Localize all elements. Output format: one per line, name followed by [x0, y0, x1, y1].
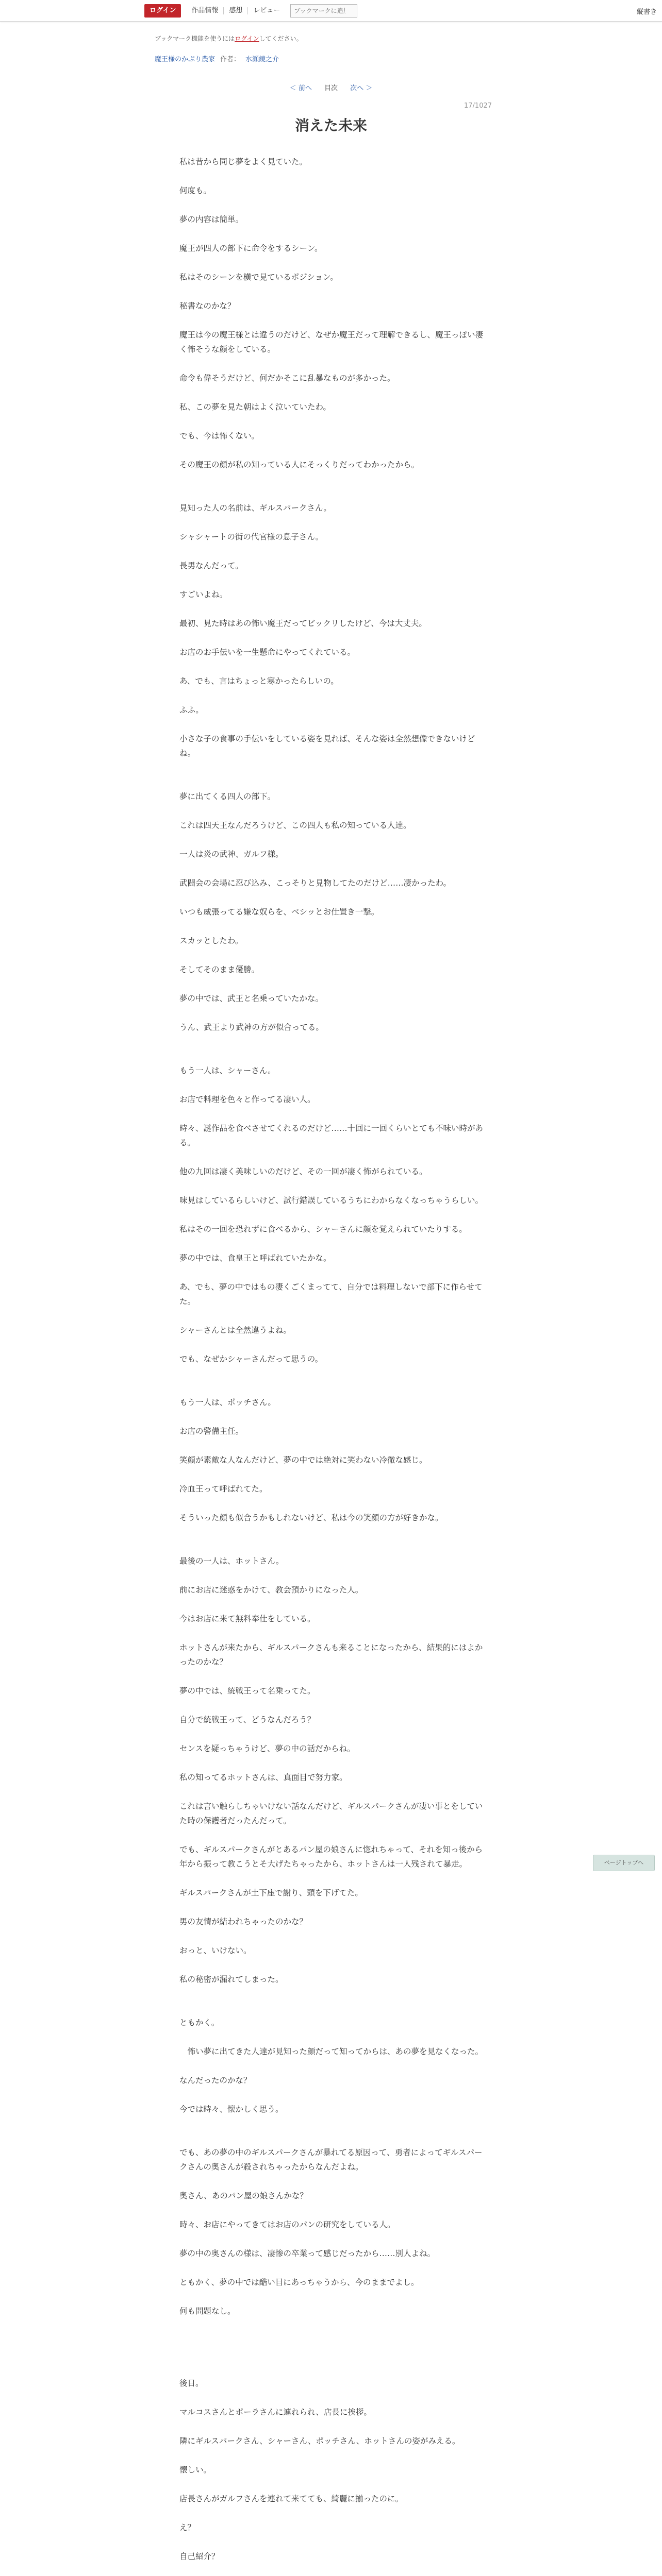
body-paragraph: でも、ギルスパークさんがとあるパン屋の娘さんに惚れちゃって、それを知っ後から年から振って教こうとそ大げたちゃったから、ホットさんは一人残されて暴走。	[179, 1845, 483, 1869]
blank-line	[179, 890, 489, 905]
body-paragraph: え？	[179, 2523, 196, 2532]
body-paragraph: 自分で統戦王って、どうなんだろう？	[179, 1715, 316, 1724]
blank-line	[179, 1727, 489, 1741]
body-paragraph: あ、でも、夢の中ではもの凄くごくまってて、自分では料理しないで部下に作らせてた。	[179, 1282, 483, 1306]
author-link[interactable]: 水瀬鏡之介	[245, 56, 279, 63]
body-paragraph: シャーさんとは全然違うよね。	[179, 1326, 291, 1335]
blank-line	[179, 472, 489, 486]
blank-line	[179, 2001, 489, 2015]
body-paragraph: 夢の中では、食皇王と呼ばれていたかな。	[179, 1253, 332, 1263]
body-paragraph: いつも威張ってる嫌な奴らを、ベシッとお仕置き一撃。	[179, 907, 379, 917]
body-paragraph: 笑顔が素敵な人なんだけど、夢の中では絶対に笑わない冷徹な感じ。	[179, 1455, 427, 1465]
body-paragraph: これは四天王なんだろうけど、この四人も私の知っている人達。	[179, 821, 411, 830]
body-paragraph: 夢の中では、武王と名乗っていたかな。	[179, 994, 324, 1003]
blank-line	[179, 1597, 489, 1612]
notice-prefix: ブックマーク機能を使うには	[155, 35, 235, 42]
nav-impressions[interactable]: 感想	[223, 7, 247, 14]
body-paragraph: 今はお店に来て無料奉仕をしている。	[179, 1614, 316, 1623]
blank-line	[179, 1150, 489, 1164]
blank-line	[179, 1208, 489, 1222]
blank-line	[179, 2174, 489, 2189]
body-paragraph: でも、今は怖くない。	[179, 431, 260, 440]
blank-line	[179, 1785, 489, 1799]
top-nav-bar	[0, 0, 662, 22]
body-paragraph: 一人は炎の武神、ガルフ様。	[179, 850, 284, 859]
blank-line	[179, 1525, 489, 1539]
body-paragraph: 味見はしているらしいけど、試行錯誤しているうちにわからなくなっちゃうらしい。	[179, 1196, 484, 1205]
body-paragraph: 夢の中の奥さんの様は、凄惨の卒業って感じだったから……別人よね。	[179, 2249, 436, 2258]
blank-line	[179, 443, 489, 457]
body-paragraph: 奥さん、あのパン屋の娘さんかな？	[179, 2191, 308, 2200]
body-paragraph: 最後の一人は、ホットさん。	[179, 1556, 284, 1566]
blank-line	[179, 1698, 489, 1713]
login-notice	[155, 34, 303, 43]
blank-line	[179, 1366, 489, 1381]
body-paragraph: 命令も偉そうだけど、何だかそこに乱暴なものが多かった。	[179, 374, 395, 383]
blank-line	[179, 198, 489, 212]
blank-line	[179, 284, 489, 299]
blank-line	[179, 717, 489, 732]
body-paragraph: これは言い触らしちゃいけない話なんだけど、ギルスパークさんが凄い事とをしていた時の保護者だったんだって。	[179, 1802, 483, 1825]
next-chapter-link[interactable]: 次へ ＞	[350, 84, 373, 92]
body-paragraph: お店のお手伝いを一生懸命にやってくれている。	[179, 648, 356, 657]
blank-line	[179, 1035, 489, 1049]
body-paragraph: 私の知ってるホットさんは、真面目で努力家。	[179, 1773, 347, 1782]
notice-login-link[interactable]: ログイン	[235, 35, 259, 42]
body-paragraph: 何度も。	[179, 186, 212, 195]
body-paragraph: マルコスさんとポーラさんに連れられ、店長に挨拶。	[179, 2408, 372, 2417]
nav-work-info[interactable]: 作品情報	[191, 7, 219, 14]
body-paragraph: 自己紹介？	[179, 2552, 220, 2561]
body-paragraph: うん、武王より武神の方が似合ってる。	[179, 1023, 324, 1032]
blank-line	[179, 2290, 489, 2304]
top-nav	[144, 0, 357, 22]
blank-line	[179, 2088, 489, 2102]
blank-line	[179, 544, 489, 558]
vertical-writing-toggle[interactable]: 縦書き	[636, 8, 657, 16]
body-paragraph: 小さな子の食事の手伝いをしている姿を見れば、そんな姿は全然想像できないけどね。	[179, 734, 475, 758]
body-paragraph: 夢の中では、統戦王って名乗ってた。	[179, 1686, 316, 1696]
body-paragraph: ホットさんが来たから、ギルスパークさんも来ることになったから、結果的にはよかったのかな？	[179, 1643, 483, 1667]
body-paragraph: でも、あの夢の中のギルスパークさんが暴れてる原因って、勇者によってギルスパークさんの奥さんが殺されちゃったからなんだよね。	[179, 2148, 483, 2172]
blank-line	[179, 2506, 489, 2520]
body-paragraph: お店の警備主任。	[179, 1427, 244, 1436]
body-paragraph: 今では時々、懐かしく思う。	[179, 2105, 284, 2114]
blank-line	[179, 1107, 489, 1121]
body-paragraph: もう一人は、シャーさん。	[179, 1066, 276, 1075]
body-paragraph: 魔王が四人の部下に命令をするシーン。	[179, 244, 323, 253]
blank-line	[179, 1496, 489, 1511]
notice-suffix: してください。	[259, 35, 303, 42]
blank-line	[179, 2391, 489, 2405]
body-paragraph: 私はその一回を恐れずに食べるから、シャーさんに顔を覚えられていたりする。	[179, 1225, 467, 1234]
blank-line	[179, 1900, 489, 1914]
blank-line	[179, 602, 489, 616]
blank-line	[179, 1337, 489, 1352]
author-label: 作者：	[220, 56, 241, 63]
blank-line	[179, 385, 489, 400]
blank-line	[179, 833, 489, 847]
body-paragraph: 長男なんだって。	[179, 561, 243, 570]
blank-line	[179, 1236, 489, 1251]
blank-line	[179, 1987, 489, 2001]
body-paragraph: もう一人は、ポッチさん。	[179, 1398, 276, 1407]
chapter-title: 消えた未来	[294, 117, 367, 134]
blank-line	[179, 1179, 489, 1193]
login-button[interactable]: ログイン	[144, 4, 181, 18]
body-paragraph: 他の九回は凄く美味しいのだけど、その一回が凄く怖がられている。	[179, 1167, 427, 1176]
blank-line	[179, 2448, 489, 2463]
body-paragraph: 隣にギルスパークさん、シャーさん、ポッチさん、ホットさんの姿がみえる。	[179, 2436, 460, 2446]
chapter-nav	[0, 82, 662, 92]
blank-line	[179, 1539, 489, 1554]
blank-line	[179, 2535, 489, 2549]
body-paragraph: ギルスパークさんが土下座で謝り、頭を下げてた。	[179, 1888, 363, 1897]
blank-line	[179, 2347, 489, 2362]
blank-line	[179, 2333, 489, 2347]
blank-line	[179, 1756, 489, 1770]
blank-line	[179, 659, 489, 674]
toc-link[interactable]: 目次	[324, 84, 338, 92]
body-paragraph: 時々、謎作品を食べさせてくれるのだけど……十回に一回くらいとても不味い時がある。	[179, 1124, 484, 1147]
blank-line	[179, 977, 489, 991]
blank-line	[179, 1381, 489, 1395]
body-paragraph: 私の秘密が漏れてしまった。	[179, 1975, 284, 1984]
blank-line	[179, 1078, 489, 1092]
blank-line	[179, 2564, 489, 2576]
blank-line	[179, 515, 489, 530]
body-paragraph: 夢の内容は簡単。	[179, 215, 244, 224]
blank-line	[179, 804, 489, 818]
body-paragraph: 冷血王って呼ばれてた。	[179, 1484, 268, 1494]
body-paragraph: お店で料理を色々と作ってる凄い人。	[179, 1095, 316, 1104]
body-paragraph: あ、でも、言はちょっと寒かったらしいの。	[179, 676, 339, 686]
bookmark-box[interactable]	[290, 4, 357, 18]
blank-line	[179, 414, 489, 429]
prev-chapter-link[interactable]: ＜ 前へ	[289, 84, 312, 92]
body-paragraph: 見知った人の名前は、ギルスパークさん。	[179, 503, 332, 513]
blank-line	[179, 631, 489, 645]
bookmark-input[interactable]	[294, 7, 345, 14]
body-paragraph: 男の友情が結われちゃったのかな？	[179, 1917, 308, 1926]
blank-line	[179, 1438, 489, 1453]
body-paragraph: 何も問題なし。	[179, 2307, 236, 2316]
page-top-button[interactable]: ページトップへ	[593, 1855, 655, 1871]
body-paragraph: 後日。	[179, 2379, 204, 2388]
body-paragraph: おっと、いけない。	[179, 1946, 252, 1955]
body-paragraph: ともかく。	[179, 2018, 220, 2027]
body-paragraph: その魔王の顔が私の知っている人にそっくりだってわかったから。	[179, 460, 420, 469]
blank-line	[179, 486, 489, 501]
body-paragraph: そういった顔も似合うかもしれないけど、私は今の笑顔の方が好きかな。	[179, 1513, 443, 1522]
blank-line	[179, 2116, 489, 2131]
blank-line	[179, 1871, 489, 1886]
blank-line	[179, 919, 489, 934]
chapter-number: 17/1027	[464, 102, 492, 110]
blank-line	[179, 1958, 489, 1972]
body-paragraph: 夢に出てくる四人の部下。	[179, 792, 276, 801]
nav-reviews[interactable]: レビュー	[247, 7, 285, 14]
body-paragraph: シャシャートの街の代官様の息子さん。	[179, 532, 324, 541]
novel-body	[179, 155, 489, 2576]
blank-line	[179, 1410, 489, 1424]
blank-line	[179, 1626, 489, 1640]
work-info	[155, 54, 279, 63]
body-paragraph: 魔王は今の魔王様とは違うのだけど、なぜか魔王だって理解できるし、魔王っぽい凄く怖そうな顔をしている。	[179, 330, 484, 354]
blank-line	[179, 227, 489, 241]
blank-line	[179, 2419, 489, 2434]
blank-line	[179, 2059, 489, 2073]
blank-line	[179, 948, 489, 962]
blank-line	[179, 760, 489, 775]
blank-line	[179, 2318, 489, 2333]
blank-line	[179, 1265, 489, 1280]
body-paragraph: 秘書なのかな？	[179, 301, 236, 311]
blank-line	[179, 1828, 489, 1842]
blank-line	[179, 313, 489, 328]
body-paragraph: なんだったのかな？	[179, 2076, 252, 2085]
blank-line	[179, 573, 489, 587]
blank-line	[179, 2030, 489, 2044]
blank-line	[179, 775, 489, 789]
blank-line	[179, 688, 489, 703]
body-paragraph: 私はそのシーンを横で見ているポジション。	[179, 273, 338, 282]
body-paragraph: ふふ。	[179, 705, 204, 715]
blank-line	[179, 1669, 489, 1684]
blank-line	[179, 2362, 489, 2376]
body-paragraph: 怖い夢に出てきた人達が見知った顔だって知ってからは、あの夢を見なくなった。	[179, 2047, 484, 2056]
series-title-link[interactable]: 魔王様のかぷり農家	[155, 56, 216, 63]
body-paragraph: 私は昔から同じ夢をよく見ていた。	[179, 157, 308, 166]
body-paragraph: 懐しい。	[179, 2465, 212, 2475]
body-paragraph: 店長さんがガルフさんを連れて来てても、綺麗に揃ったのに。	[179, 2494, 404, 2503]
blank-line	[179, 256, 489, 270]
body-paragraph: 私、この夢を見た朝はよく泣いていたわ。	[179, 402, 331, 412]
body-paragraph: 前にお店に迷惑をかけて、教会預かりになった人。	[179, 1585, 363, 1595]
blank-line	[179, 2261, 489, 2275]
blank-line	[179, 1929, 489, 1943]
blank-line	[179, 1568, 489, 1583]
blank-line	[179, 1049, 489, 1063]
blank-line	[179, 1309, 489, 1323]
body-paragraph: 最初、見た時はあの怖い魔王だってビックリしたけど、今は大丈夫。	[179, 619, 427, 628]
body-paragraph: 武闘会の会場に忍び込み、こっそりと見物してたのだけど……凄かったわ。	[179, 878, 452, 888]
blank-line	[179, 2232, 489, 2246]
body-paragraph: すごいよね。	[179, 590, 228, 599]
blank-line	[179, 2131, 489, 2145]
body-paragraph: ともかく、夢の中では酷い目にあっちゃうから、今のままでよし。	[179, 2278, 419, 2287]
body-paragraph: そしてそのまま優勝。	[179, 965, 260, 974]
blank-line	[179, 2477, 489, 2492]
body-paragraph: センスを疑っちゃうけど、夢の中の話だからね。	[179, 1744, 355, 1753]
blank-line	[179, 1467, 489, 1482]
blank-line	[179, 169, 489, 183]
blank-line	[179, 2203, 489, 2217]
body-paragraph: 時々、お店にやってきてはお店のパンの研究をしている人。	[179, 2220, 395, 2229]
blank-line	[179, 357, 489, 371]
body-paragraph: でも、なぜかシャーさんだって思うの。	[179, 1354, 323, 1364]
body-paragraph: スカッとしたわ。	[179, 936, 243, 945]
blank-line	[179, 1006, 489, 1020]
blank-line	[179, 861, 489, 876]
